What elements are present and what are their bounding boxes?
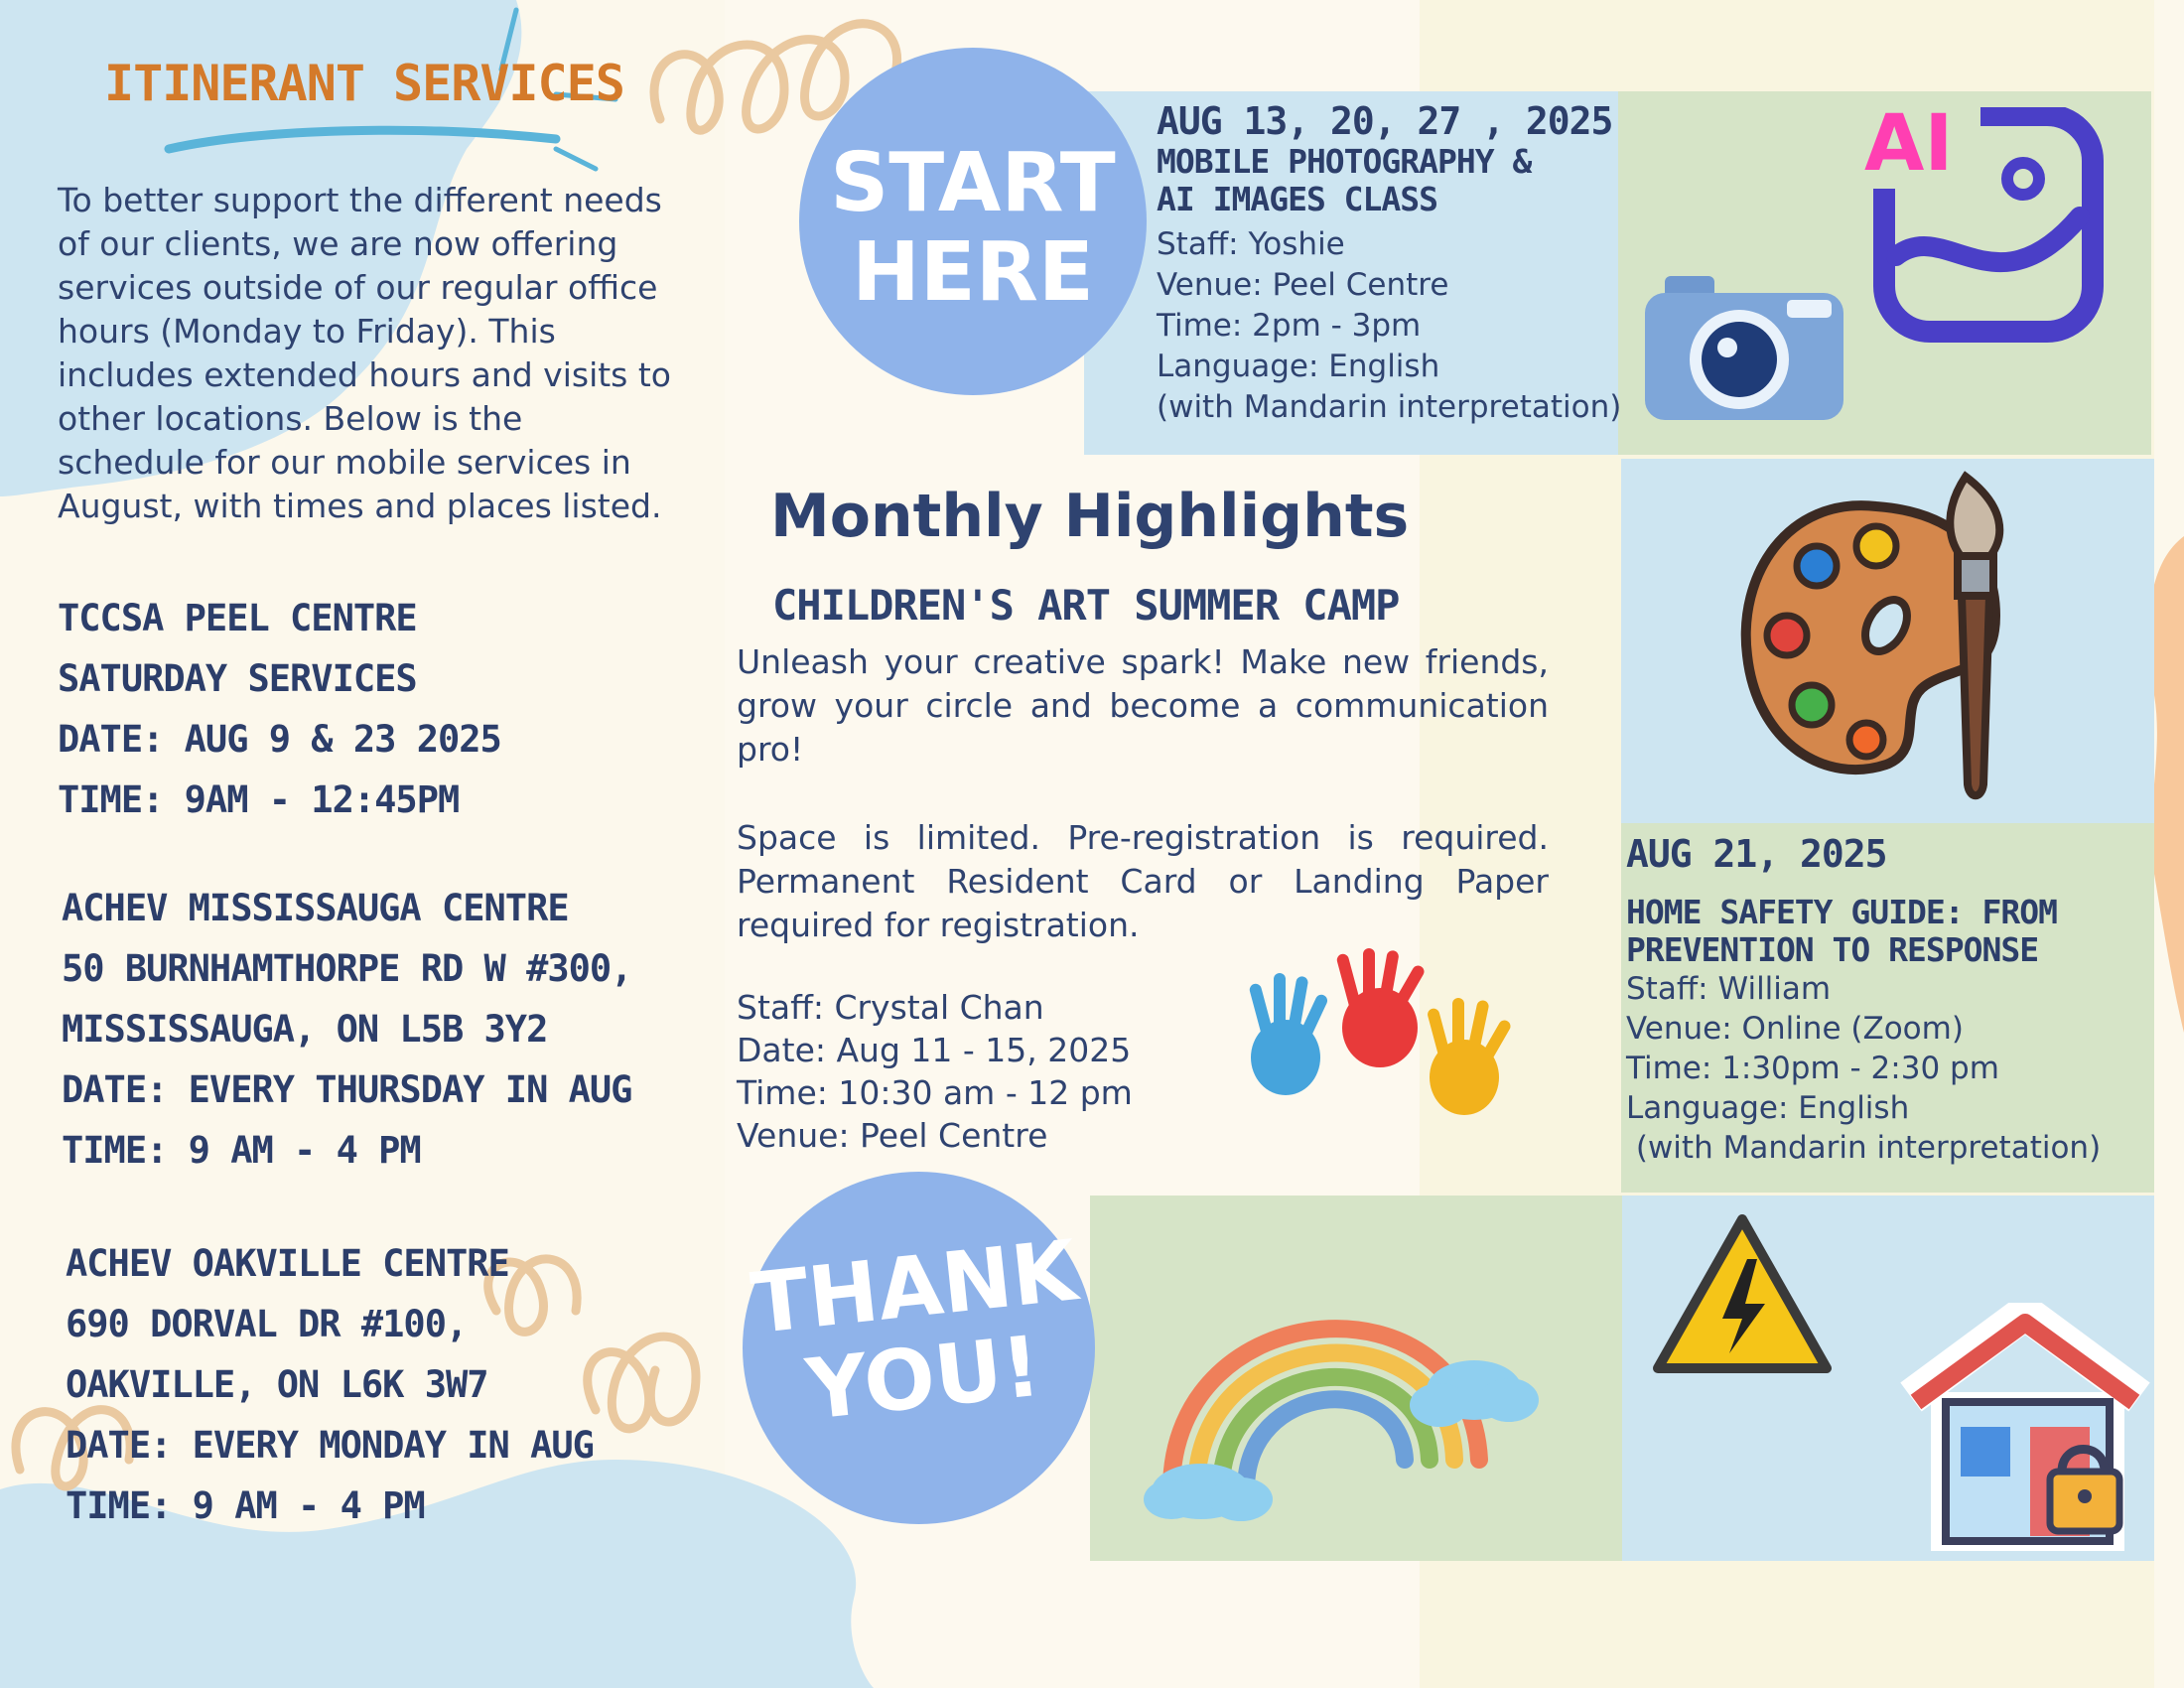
handprints-icon xyxy=(1236,948,1524,1137)
camp-venue: Venue: Peel Centre xyxy=(737,1116,1048,1155)
safety-event-staff: Staff: William xyxy=(1626,971,1832,1007)
location-line: TIME: 9 AM - 4 PM xyxy=(62,1129,421,1172)
itinerant-intro: To better support the different needs of our clients, we are now offering services outside of our regular office hours (Monday to Friday). This includes extended hours and visits to other locations. Below is the schedule for our mobile services in August, with times and places listed. xyxy=(58,181,671,525)
location-oakville xyxy=(66,1233,594,1536)
photo-event-info xyxy=(1157,99,1623,428)
photo-event-title: MOBILE PHOTOGRAPHY & xyxy=(1157,142,1532,181)
location-line: ACHEV OAKVILLE CENTRE xyxy=(66,1242,509,1285)
safety-event-title: HOME SAFETY GUIDE: FROM xyxy=(1626,893,2057,931)
safety-event-time: Time: 1:30pm - 2:30 pm xyxy=(1626,1051,1999,1086)
camp-staff: Staff: Crystal Chan xyxy=(737,988,1044,1027)
highlights-title: Monthly Highlights xyxy=(770,482,1410,551)
location-line: TIME: 9AM - 12:45PM xyxy=(58,778,460,821)
safety-event-interpretation: (with Mandarin interpretation) xyxy=(1626,1130,2102,1166)
start-here-text: START HERE xyxy=(830,136,1116,320)
location-line: 50 BURNHAMTHORPE RD W #300, xyxy=(62,947,632,990)
warning-electric-icon xyxy=(1648,1209,1837,1383)
camp-date: Date: Aug 11 - 15, 2025 xyxy=(737,1031,1132,1069)
safety-event-venue: Venue: Online (Zoom) xyxy=(1626,1011,1964,1047)
location-mississauga xyxy=(62,878,631,1181)
location-line: TCCSA PEEL CENTRE xyxy=(58,597,417,639)
ai-label: AI xyxy=(1864,99,1954,189)
photo-event-title: AI IMAGES CLASS xyxy=(1157,180,1438,218)
rainbow-icon xyxy=(1142,1231,1549,1529)
location-line: DATE: EVERY THURSDAY IN AUG xyxy=(62,1068,632,1111)
safety-event-date: AUG 21, 2025 xyxy=(1626,832,1887,876)
photo-event-time: Time: 2pm - 3pm xyxy=(1157,308,1422,344)
location-line: SATURDAY SERVICES xyxy=(58,657,417,700)
camp-time: Time: 10:30 am - 12 pm xyxy=(737,1073,1133,1112)
itinerant-title: ITINERANT SERVICES xyxy=(104,55,624,112)
photo-event-staff: Staff: Yoshie xyxy=(1157,226,1345,262)
home-lock-icon xyxy=(1891,1303,2159,1561)
camera-icon xyxy=(1640,268,1848,427)
safety-event-language: Language: English xyxy=(1626,1090,1910,1126)
location-line: TIME: 9 AM - 4 PM xyxy=(66,1484,425,1527)
location-line: DATE: AUG 9 & 23 2025 xyxy=(58,718,501,761)
location-line: DATE: EVERY MONDAY IN AUG xyxy=(66,1424,594,1467)
camp-title: CHILDREN'S ART SUMMER CAMP xyxy=(772,581,1400,630)
safety-event-title: PREVENTION TO RESPONSE xyxy=(1626,930,2039,969)
location-line: ACHEV MISSISSAUGA CENTRE xyxy=(62,887,569,929)
paint-palette-icon xyxy=(1727,467,2025,804)
location-line: MISSISSAUGA, ON L5B 3Y2 xyxy=(62,1008,548,1051)
camp-description: Unleash your creative spark! Make new friends, grow your circle and become a communication pro! xyxy=(737,642,1549,769)
thank-you-text: THANK YOU! xyxy=(747,1221,1081,1439)
photo-event-venue: Venue: Peel Centre xyxy=(1157,267,1449,303)
safety-event-info xyxy=(1626,832,2152,1168)
location-line: OAKVILLE, ON L6K 3W7 xyxy=(66,1363,488,1406)
location-peel xyxy=(58,588,501,830)
location-line: 690 DORVAL DR #100, xyxy=(66,1303,468,1345)
photo-event-language: Language: English xyxy=(1157,349,1440,384)
camp-details xyxy=(737,986,1133,1157)
camp-registration: Space is limited. Pre-registration is required. Permanent Resident Card or Landing Paper required for registration. xyxy=(737,818,1549,944)
photo-event-date: AUG 13, 20, 27 , 2025 xyxy=(1157,99,1613,143)
photo-event-interpretation: (with Mandarin interpretation) xyxy=(1157,389,1622,425)
